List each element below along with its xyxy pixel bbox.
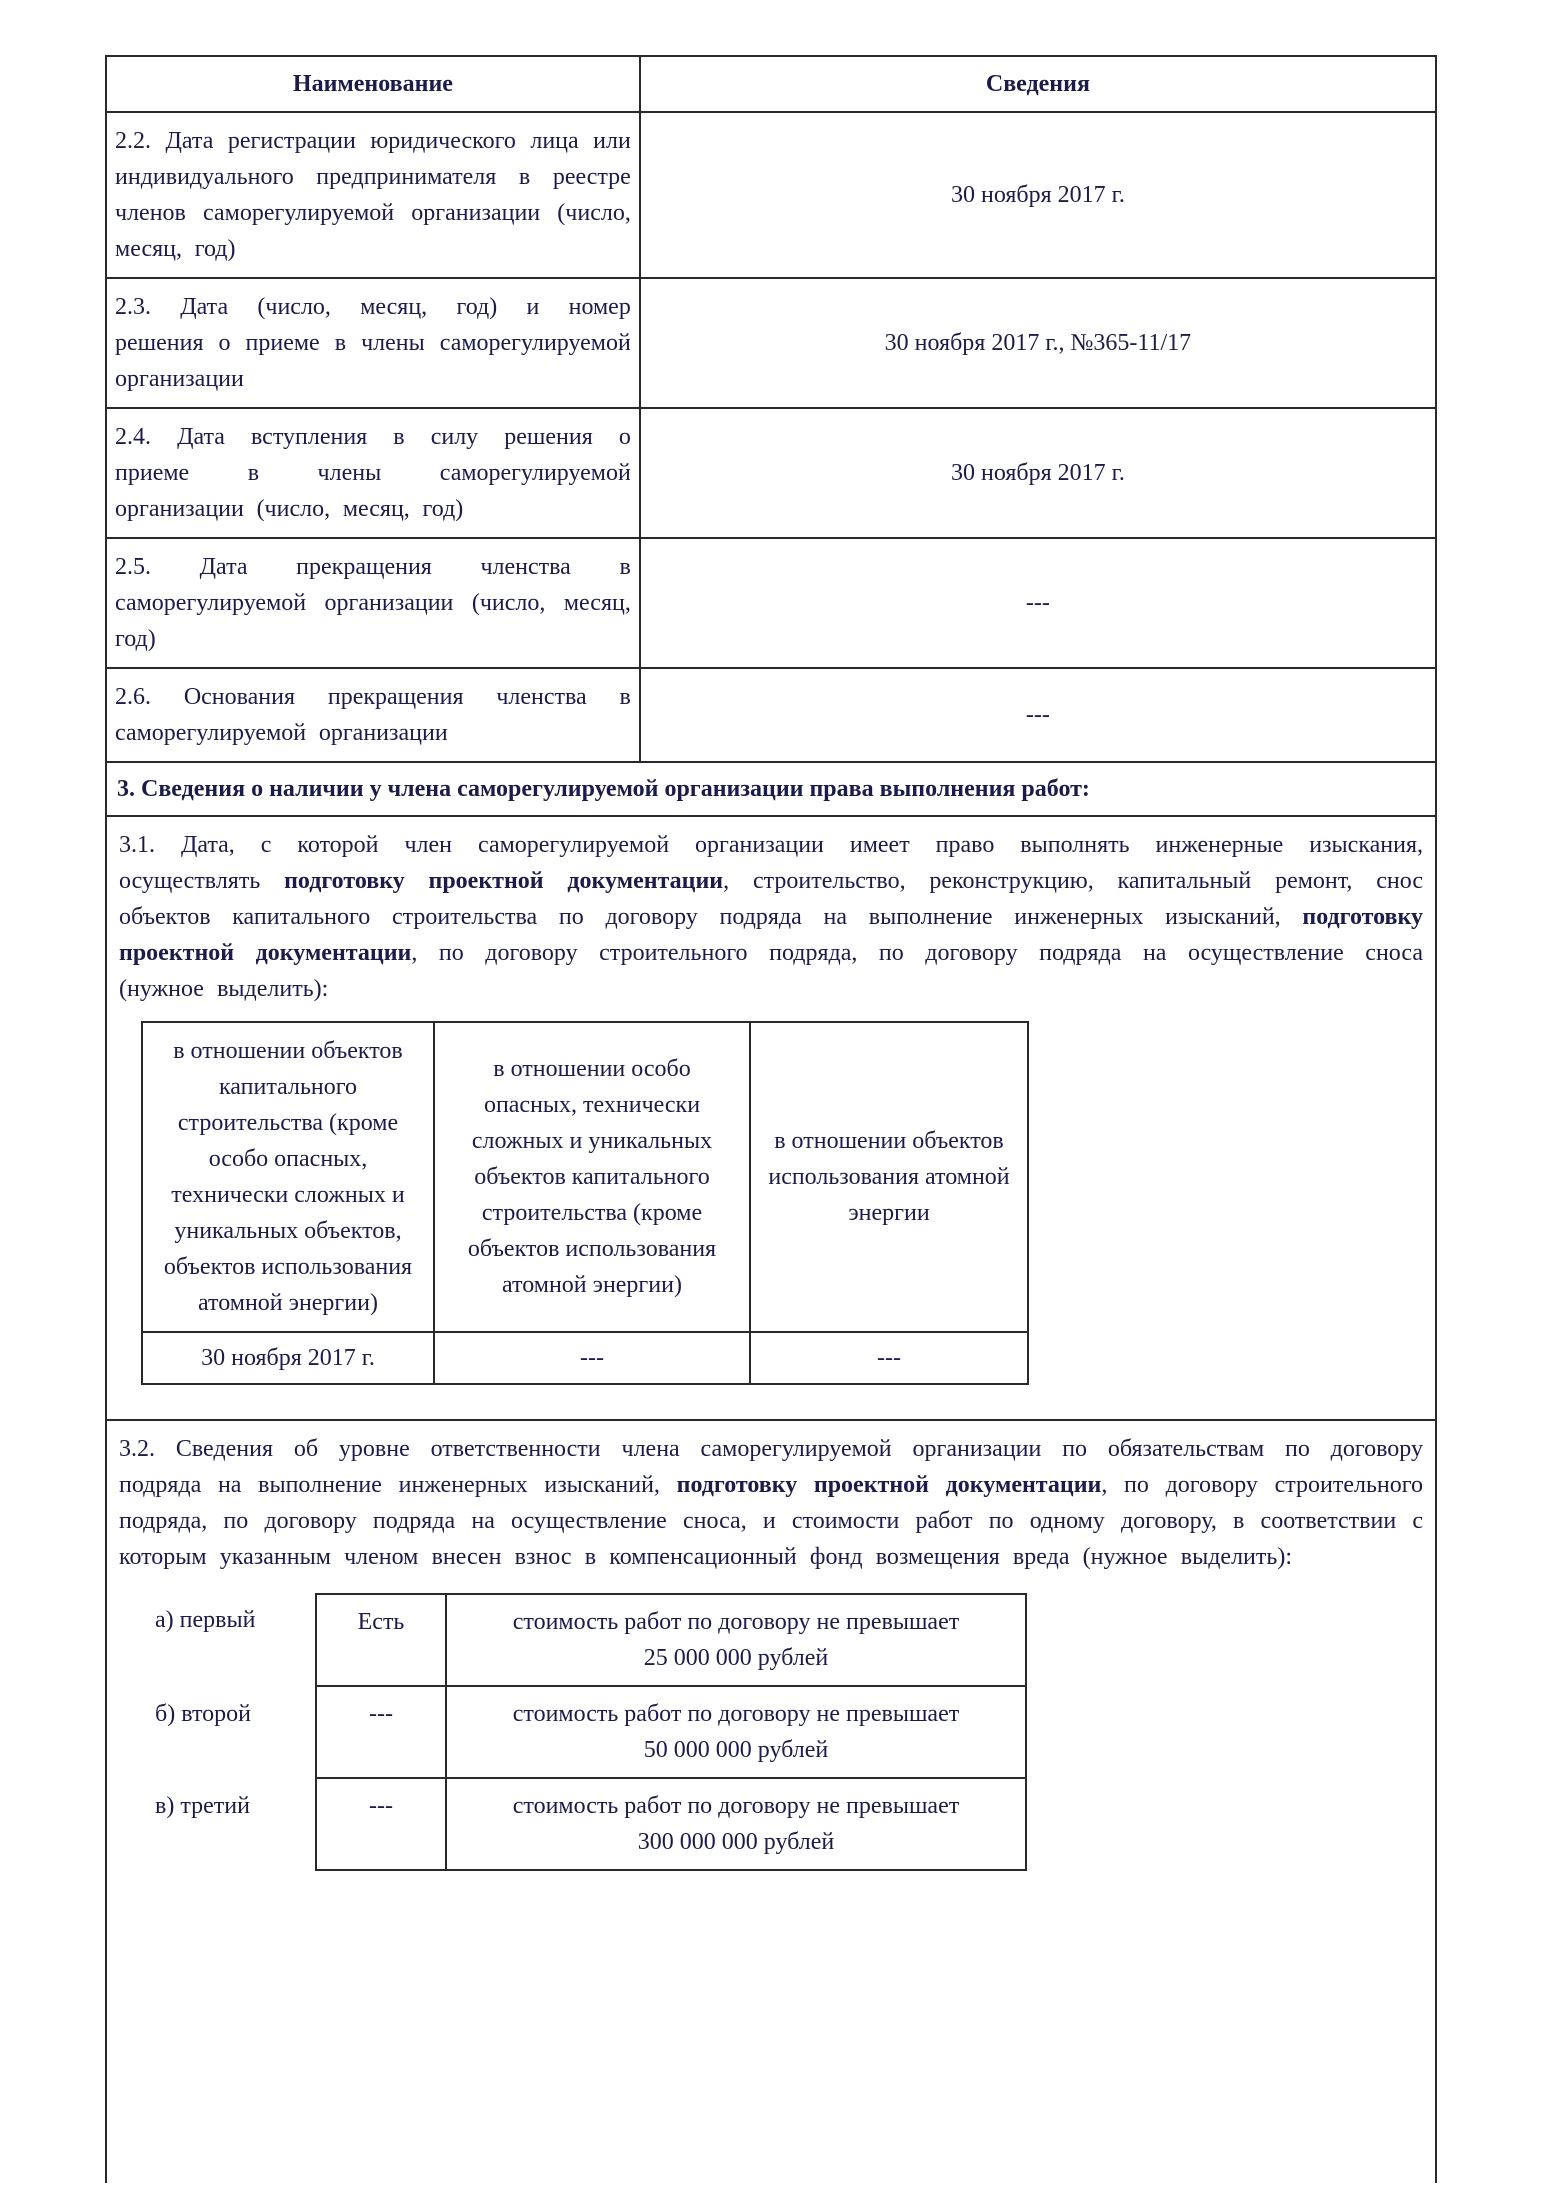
row-2-2-value: 30 ноября 2017 г.: [951, 182, 1125, 208]
text-segment: , строительство, реконструкцию, капитальный ремонт, снос объектов капитального строительства по договору подряда на выполнение инженерных изысканий,: [119, 868, 1423, 930]
table-row-2-6: [107, 669, 1435, 763]
row-2-5-value: ---: [1025, 590, 1050, 616]
section-3-title: 3. Сведения о наличии у члена саморегулируемой организации права выполнения работ:: [107, 763, 1435, 817]
text-segment: , по договору строительного подряда, по договору подряда на осуществление сноса, и стоимости работ по одному договору, в соответствии с которым указанным членом внесен взнос в компенсационный фонд возмещения вреда (нужное выделить):: [119, 1472, 1423, 1570]
level-2-status: ---: [315, 1687, 445, 1779]
section-3-1-block: [107, 817, 1435, 1421]
level-1-description: стоимость работ по договору не превышает 25 000 000 рублей: [445, 1593, 1027, 1687]
rights-header-hazardous-objects: в отношении особо опасных, технически сложных и уникальных объектов капитального строительства (кроме объектов использования атомной энергии): [435, 1023, 751, 1331]
text-segment-bold: подготовку проектной документации: [676, 1472, 1102, 1498]
rights-header-atomic-objects: в отношении объектов использования атомной энергии: [768, 1128, 1010, 1226]
rights-header-capital-objects: в отношении объектов капитального строительства (кроме особо опасных, технически сложных и уникальных объектов, объектов использования атомной энергии): [143, 1023, 435, 1331]
text-segment: , по договору строительного подряда, по договору подряда на осуществление сноса (нужное выделить):: [119, 940, 1423, 1002]
column-header-name: Наименование: [107, 57, 641, 111]
row-2-5-name: 2.5. Дата прекращения членства в саморегулируемой организации (число, месяц, год): [107, 539, 641, 667]
text-segment-bold: подготовку проектной документации: [119, 904, 1423, 966]
rights-table: [141, 1021, 1029, 1385]
level-2-description: стоимость работ по договору не превышает 50 000 000 рублей: [445, 1687, 1027, 1779]
row-2-3-value: 30 ноября 2017 г., №365-11/17: [884, 330, 1192, 356]
row-2-3-name: 2.3. Дата (число, месяц, год) и номер решения о приеме в члены саморегулируемой организации: [107, 279, 641, 407]
text-segment: 3.1. Дата, с которой член саморегулируемой организации имеет право выполнять инженерные изыскания, осуществлять: [119, 832, 1423, 894]
row-2-4-value: 30 ноября 2017 г.: [951, 460, 1125, 486]
row-2-4-name: 2.4. Дата вступления в силу решения о приеме в члены саморегулируемой организации (число, месяц, год): [107, 409, 641, 537]
text-segment: 3.2. Сведения об уровне ответственности члена саморегулируемой организации по обязательствам по договору подряда на выполнение инженерных изысканий,: [119, 1436, 1423, 1498]
rights-value-capital-objects: 30 ноября 2017 г.: [143, 1333, 435, 1383]
rights-value-hazardous-objects: ---: [435, 1333, 751, 1383]
rights-table-header-row: [143, 1023, 1027, 1333]
table-row-2-4: [107, 409, 1435, 539]
table-row-2-2: [107, 113, 1435, 279]
table-header-row: [107, 57, 1435, 113]
level-3-status: ---: [315, 1779, 445, 1871]
rights-value-atomic-objects: ---: [877, 1345, 901, 1371]
section-3-2-block: [107, 1421, 1435, 2183]
paragraph-3-2: [119, 1431, 1423, 1575]
level-2-label: б) второй: [155, 1701, 251, 1727]
row-2-2-name: 2.2. Дата регистрации юридического лица или индивидуального предпринимателя в реестре членов саморегулируемой организации (число, месяц, год): [107, 113, 641, 277]
row-2-6-value: ---: [1025, 702, 1050, 728]
responsibility-levels-table: [141, 1593, 1423, 1871]
level-3-label: в) третий: [155, 1793, 250, 1819]
paragraph-3-1: [119, 827, 1423, 1007]
level-3-description: стоимость работ по договору не превышает 300 000 000 рублей: [445, 1779, 1027, 1871]
text-segment-bold: подготовку проектной документации: [284, 868, 724, 894]
level-1-label: а) первый: [155, 1607, 256, 1633]
column-header-info: Сведения: [985, 71, 1090, 97]
rights-table-values-row: [143, 1333, 1027, 1383]
table-row-2-3: [107, 279, 1435, 409]
registry-table: [105, 55, 1437, 2183]
table-row-2-5: [107, 539, 1435, 669]
row-2-6-name: 2.6. Основания прекращения членства в саморегулируемой организации: [107, 669, 641, 761]
level-1-status: Есть: [315, 1593, 445, 1687]
